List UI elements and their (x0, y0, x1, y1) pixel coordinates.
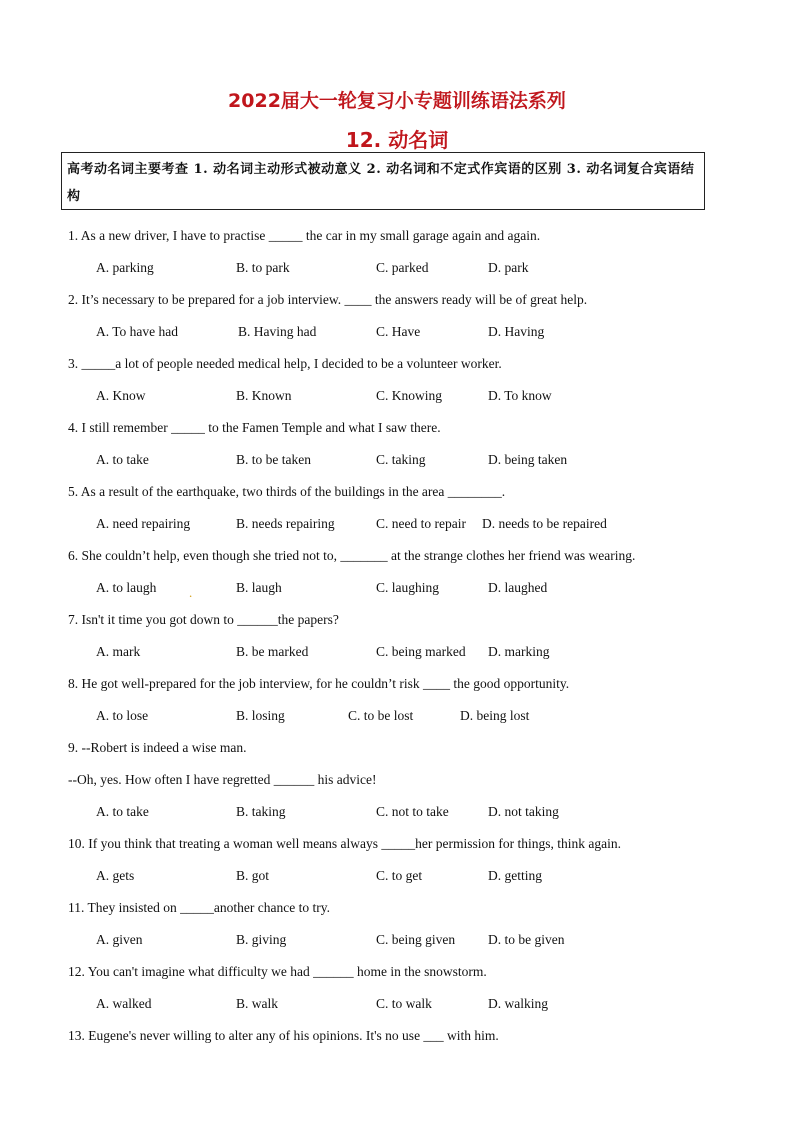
option: C. not to take (376, 804, 449, 819)
option: B. needs repairing (236, 516, 335, 531)
option: A. parking (96, 260, 154, 275)
option: A. Know (96, 388, 146, 403)
option: C. being given (376, 932, 456, 947)
option: D. to be given (488, 932, 565, 947)
option: A. given (96, 932, 143, 947)
question-stem: 6. She couldn’t help, even though she tried not to, _______ at the strange clothes her friend was wearing. (68, 548, 636, 563)
option: A. to lose (96, 708, 149, 723)
document-subtitle: 12. 动名词 (345, 128, 449, 152)
option: B. to park (236, 260, 290, 275)
question-stem: 5. As a result of the earthquake, two thirds of the buildings in the area ________. (68, 484, 506, 499)
option: D. walking (488, 996, 548, 1011)
option: A. need repairing (96, 516, 191, 531)
question-stem: 8. He got well-prepared for the job interview, for he couldn’t risk ____ the good opportunity. (68, 676, 570, 691)
option: A. to laugh (96, 580, 157, 595)
option: A. mark (96, 644, 141, 659)
option: B. Having had (238, 324, 317, 339)
option: C. parked (376, 260, 429, 275)
option: B. Known (236, 388, 292, 403)
option: D. being lost (460, 708, 530, 723)
document-title: 2022届大一轮复习小专题训练语法系列 (228, 90, 566, 112)
option: A. to take (96, 804, 149, 819)
option: A. To have had (96, 324, 179, 339)
question-stem-continued: --Oh, yes. How often I have regretted ______ his advice! (68, 772, 377, 787)
question-stem: 12. You can't imagine what difficulty we had ______ home in the snowstorm. (68, 964, 487, 979)
option: C. to be lost (348, 708, 414, 723)
option: A. to take (96, 452, 149, 467)
option: D. park (488, 260, 529, 275)
option: D. being taken (488, 452, 568, 467)
option: C. being marked (376, 644, 466, 659)
option: B. taking (236, 804, 286, 819)
option: D. Having (488, 324, 545, 339)
option: C. taking (376, 452, 426, 467)
option: C. need to repair (376, 516, 466, 531)
question-stem: 3. _____a lot of people needed medical help, I decided to be a volunteer worker. (68, 356, 502, 371)
option: C. Knowing (376, 388, 443, 403)
option: D. To know (488, 388, 552, 403)
option: C. Have (376, 324, 421, 339)
option: D. not taking (488, 804, 559, 819)
option: A. walked (96, 996, 152, 1011)
option: B. got (236, 868, 270, 883)
option: D. marking (488, 644, 550, 659)
question-stem: 4. I still remember _____ to the Famen Temple and what I saw there. (68, 420, 441, 435)
option: A. gets (96, 868, 135, 883)
option: B. laugh (236, 580, 282, 595)
question-stem: 9. --Robert is indeed a wise man. (68, 740, 247, 755)
option: D. needs to be repaired (482, 516, 607, 531)
option: D. laughed (488, 580, 548, 595)
option: B. to be taken (236, 452, 311, 467)
option: C. to walk (376, 996, 432, 1011)
option: B. losing (236, 708, 285, 723)
option: C. laughing (376, 580, 439, 595)
question-stem: 13. Eugene's never willing to alter any of his opinions. It's no use ___ with him. (68, 1028, 499, 1043)
question-stem: 7. Isn't it time you got down to ______the papers? (68, 612, 339, 627)
option: B. be marked (236, 644, 309, 659)
option: C. to get (376, 868, 423, 883)
option: B. walk (236, 996, 278, 1011)
stray-dot-mark: . (189, 585, 193, 600)
question-stem: 11. They insisted on _____another chance to try. (68, 900, 330, 915)
option: B. giving (236, 932, 287, 947)
question-stem: 10. If you think that treating a woman well means always _____her permission for things, think again. (68, 836, 622, 851)
question-stem: 2. It’s necessary to be prepared for a job interview. ____ the answers ready will be of great help. (68, 292, 588, 307)
option: D. getting (488, 868, 542, 883)
question-stem: 1. As a new driver, I have to practise _____ the car in my small garage again and again. (68, 228, 541, 243)
summary-box: 高考动名词主要考查 1. 动名词主动形式被动意义 2. 动名词和不定式作宾语的区别 3. 动名词复合宾语结构 (61, 152, 705, 210)
